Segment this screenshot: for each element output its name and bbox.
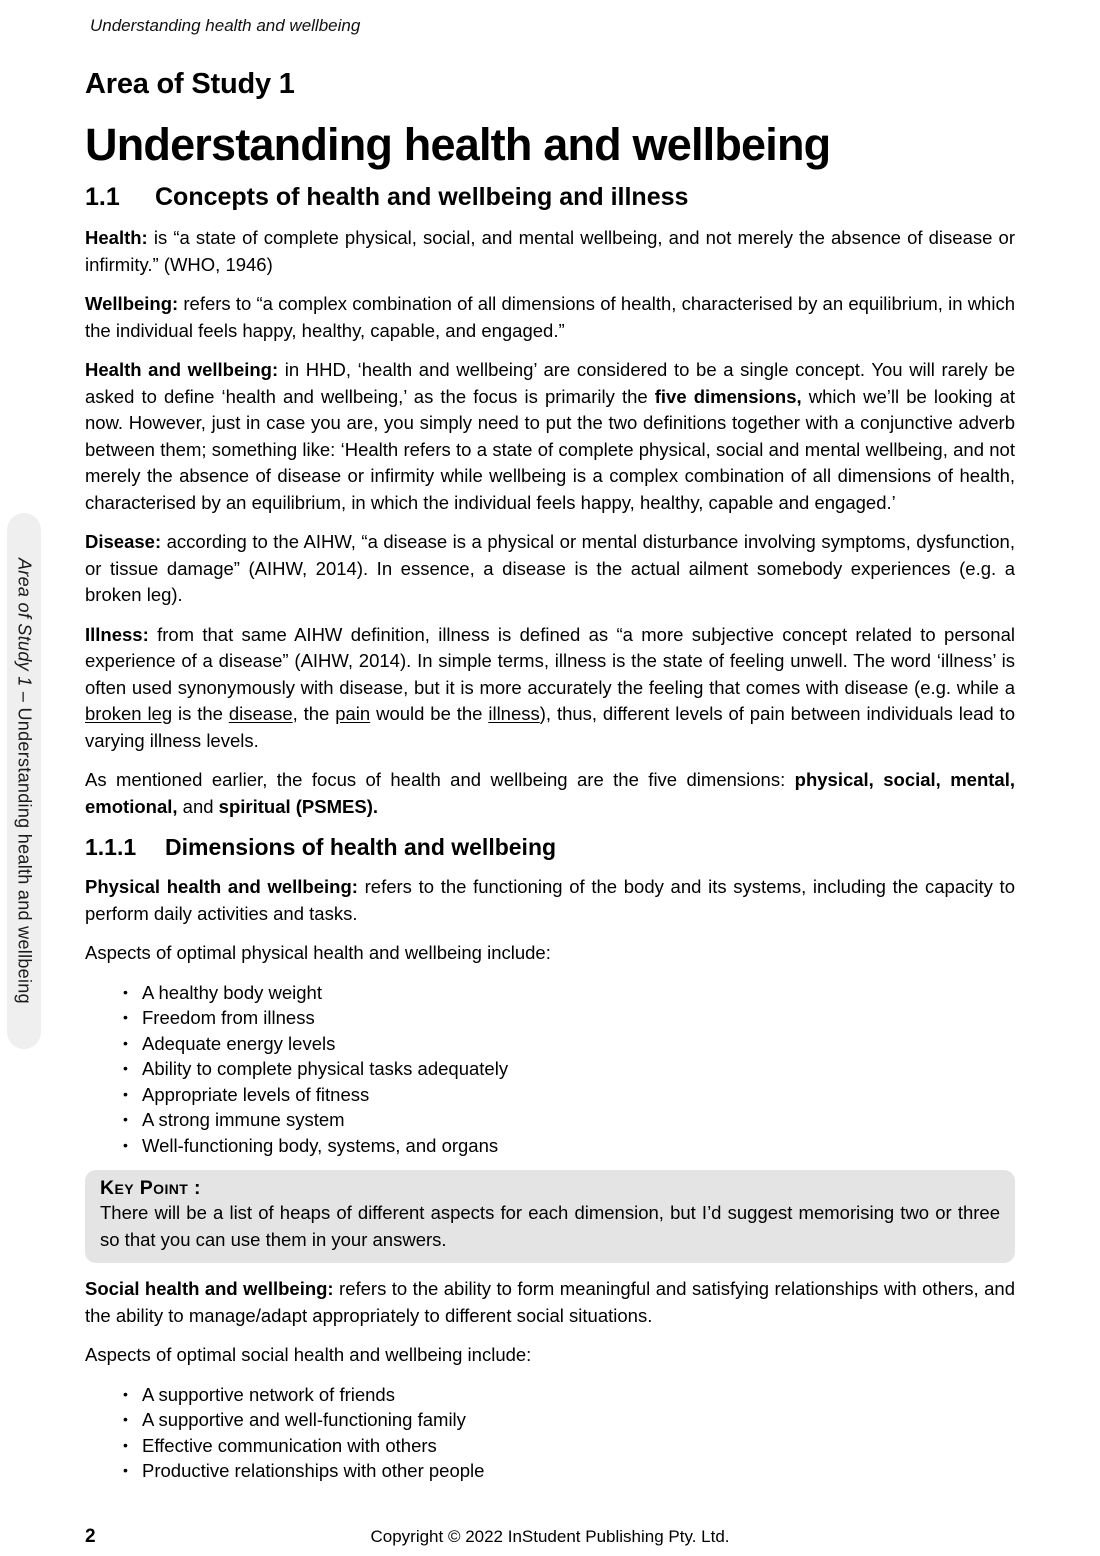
side-tab-chapter-label: Area of Study 1 (14, 558, 35, 687)
text-run: according to the AIHW, “a disease is a physical or mental disturbance involving symptoms, dysfunction, or tissue damage” (AIHW, 2014). In essence, a disease is the actual ailment somebody experiences (e.g. a broken leg). (85, 531, 1015, 605)
bold-run: Social health and wellbeing: (85, 1278, 334, 1299)
wellbeing-definition (85, 291, 1015, 344)
bold-run: Illness: (85, 623, 149, 645)
area-of-study-heading: Area of Study 1 (85, 68, 295, 100)
underlined-run: broken leg (85, 703, 173, 724)
section-heading-1-1-1 (85, 834, 1015, 861)
side-tab-title-label: Understanding health and wellbeing (14, 707, 35, 1004)
list-item-text: Adequate energy levels (142, 1032, 336, 1054)
bold-run: Disease: (85, 531, 162, 552)
chapter-side-tab (7, 513, 41, 1049)
text-run: , the (292, 703, 336, 724)
side-tab-separator: – (14, 686, 35, 708)
section-heading-1-1-text: Concepts of health and wellbeing and illness (155, 183, 689, 211)
list-item (121, 1031, 1015, 1057)
physical-aspects-list (85, 980, 1015, 1159)
list-item-text: Ability to complete physical tasks adequately (142, 1058, 509, 1079)
list-item (121, 1407, 1015, 1433)
list-item (121, 1382, 1015, 1408)
physical-health-definition (85, 874, 1015, 927)
text-run: Aspects of optimal physical health and wellbeing include: (85, 942, 551, 963)
copyright-line: Copyright © 2022 InStudent Publishing Pty. Ltd. (370, 1527, 730, 1546)
list-item (121, 980, 1015, 1006)
social-health-definition (85, 1276, 1015, 1329)
list-item (121, 1107, 1015, 1133)
underlined-run: pain (335, 703, 371, 724)
physical-aspects-intro (85, 940, 1015, 967)
text-run: in HHD, ‘health and wellbeing’ are considered to be a single concept. You will rarely be asked to define ‘health and wellbeing,’ as the focus is primarily the (85, 359, 1015, 407)
list-item-text: Well-functioning body, systems, and organs (142, 1134, 499, 1156)
bold-run: Wellbeing: (85, 293, 179, 314)
text-run: refers to the ability to form meaningful and satisfying relationships with others, and the ability to manage/adapt appropriately to different social situations. (85, 1278, 1015, 1326)
underlined-run: illness (488, 703, 540, 724)
social-aspects-list (85, 1382, 1015, 1484)
text-run: is the (172, 703, 229, 724)
key-point-box (85, 1170, 1015, 1263)
key-point-text: There will be a list of heaps of different aspects for each dimension, but I’d suggest memorising two or three so that you can use them in your answers. (100, 1202, 1000, 1250)
document-body (85, 56, 1015, 1494)
illness-definition (85, 622, 1015, 755)
text-run: would be the (370, 703, 489, 724)
health-and-wellbeing-definition (85, 357, 1015, 516)
list-item-text: A supportive and well-functioning family (142, 1409, 466, 1430)
list-item (121, 1458, 1015, 1484)
text-run: and (177, 795, 219, 817)
page-number: 2 (85, 1526, 96, 1547)
bold-run: five dimensions, (654, 385, 802, 407)
social-aspects-intro (85, 1342, 1015, 1369)
text-run: Aspects of optimal social health and wellbeing include: (85, 1344, 532, 1365)
list-item-text: A supportive network of friends (142, 1383, 395, 1405)
list-item-text: A healthy body weight (142, 981, 322, 1003)
section-heading-1-1-1-text: Dimensions of health and wellbeing (165, 834, 557, 860)
bold-run: Health and wellbeing: (85, 359, 279, 380)
text-run: refers to the functioning of the body and its systems, including the capacity to perform daily activities and tasks. (85, 876, 1015, 924)
section-heading-1-1-number: 1.1 (85, 183, 120, 211)
text-run: which we’ll be looking at now. However, just in case you are, you simply need to put the two definitions together with a conjunctive adverb between them; something like: ‘Health refers to a state of complete physical, social and mental wellbeing, and not merely the absence of disease or infirmity while wellbeing is a complex combination of all dimensions of health, characterised by an equilibrium, in which the individual feels happy, healthy, capable and engaged.’ (85, 385, 1015, 513)
list-item-text: Appropriate levels of fitness (142, 1083, 370, 1105)
list-item (121, 1082, 1015, 1108)
bold-run: spiritual (PSMES). (218, 795, 378, 817)
list-item (121, 1133, 1015, 1159)
list-item-text: Freedom from illness (142, 1007, 315, 1028)
disease-definition (85, 529, 1015, 609)
list-item-text: Productive relationships with other people (142, 1460, 485, 1481)
side-tab-text (14, 558, 35, 1004)
key-point-label: Key Point : (100, 1177, 201, 1199)
bold-run: Health: (85, 227, 148, 248)
underlined-run: disease (228, 703, 293, 724)
list-item (121, 1005, 1015, 1031)
five-dimensions-summary (85, 767, 1015, 820)
chapter-title: Understanding health and wellbeing (85, 119, 831, 170)
running-header: Understanding health and wellbeing (90, 16, 361, 35)
text-run: from that same AIHW definition, illness is defined as “a more subjective concept related to personal experience of a disease” (AIHW, 2014). In simple terms, illness is the state of feeling unwell. The word ‘illness’ is often used synonymously with disease, but it is more accurately the feeling that comes with disease (e.g. while a (85, 623, 1015, 698)
text-run: As mentioned earlier, the focus of health and wellbeing are the five dimensions: (85, 769, 795, 790)
section-heading-1-1 (85, 183, 1015, 212)
text-run: is “a state of complete physical, social, and mental wellbeing, and not merely the absence of disease or infirmity.” (WHO, 1946) (85, 227, 1015, 275)
text-run: refers to “a complex combination of all dimensions of health, characterised by an equilibrium, in which the individual feels happy, healthy, capable, and engaged.” (85, 293, 1015, 341)
list-item-text: Effective communication with others (142, 1434, 437, 1456)
bold-run: Physical health and wellbeing: (85, 876, 358, 897)
section-heading-1-1-1-number: 1.1.1 (85, 834, 137, 860)
list-item (121, 1056, 1015, 1082)
list-item-text: A strong immune system (142, 1109, 345, 1130)
bold-run: physical, social, mental, emotional, (85, 769, 1016, 817)
health-definition (85, 225, 1015, 278)
text-run: ), thus, different levels of pain between individuals lead to varying illness levels. (85, 703, 1015, 751)
list-item (121, 1433, 1015, 1459)
